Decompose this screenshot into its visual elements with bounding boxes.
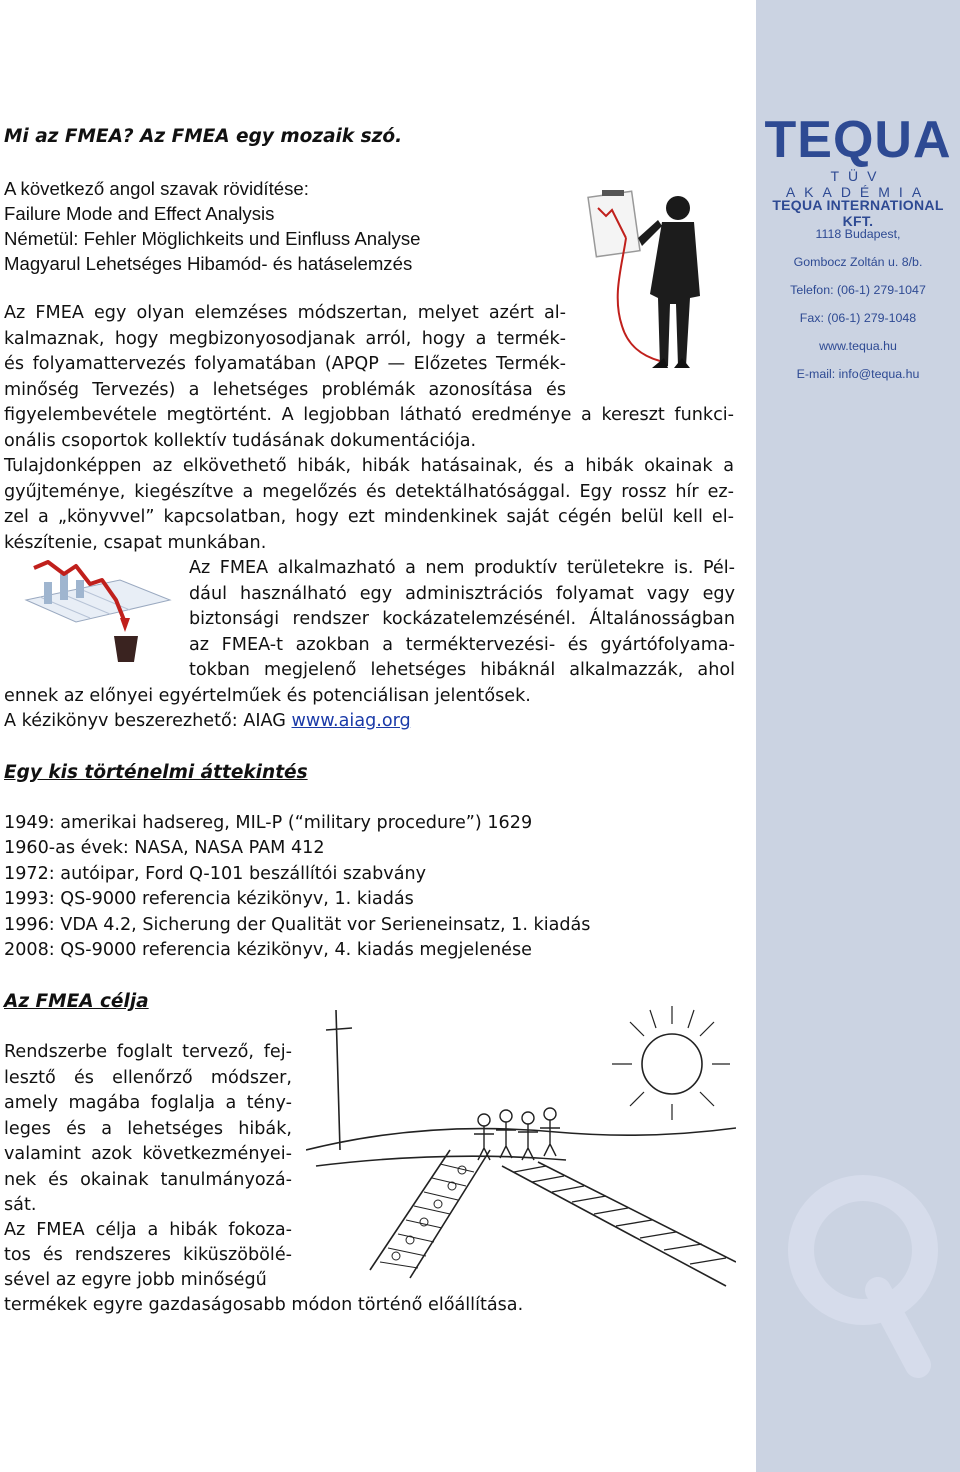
intro-line: Magyarul Lehetséges Hibamód- és hatáselemzés xyxy=(4,253,413,274)
woman-with-chart-illustration xyxy=(582,186,732,376)
company-sidebar xyxy=(756,0,960,1472)
fax-number: Fax: (06-1) 279-1048 xyxy=(799,311,917,325)
goal-line: Az FMEA célja a hibák fokoza- xyxy=(4,1220,292,1240)
handbook-label: A kézikönyv beszerezhető: AIAG xyxy=(4,711,292,731)
paragraph-line: onális csoportok kollektív tudásának dokumentációja. xyxy=(4,431,477,451)
goal-line: valamint azok következményei- xyxy=(4,1144,292,1164)
history-item: 1996: VDA 4.2, Sicherung der Qualität vor Serieneinsatz, 1. kiadás xyxy=(4,915,591,935)
goal-line: tos és rendszeres kiküszöbölé- xyxy=(4,1245,292,1265)
aiag-link[interactable]: www.aiag.org xyxy=(291,711,411,731)
address-line-2: Gombocz Zoltán u. 8/b. xyxy=(793,255,923,269)
heading-history: Egy kis történelmi áttekintés xyxy=(4,762,308,783)
paragraph-line: zel a „könyvvel” kapcsolatban, hogy ezt mindenkinek saját cégén belül kell el- xyxy=(4,507,734,527)
paragraph-line: tokban megjelenő lehetséges hibáknál alkalmazzák, ahol xyxy=(189,660,735,680)
intro-line: Németül: Fehler Möglichkeits und Einfluss Analyse xyxy=(4,228,421,249)
paragraph-line: készítenie, csapat munkában. xyxy=(4,533,267,553)
goal-line: nek és okainak tanulmányozá- xyxy=(4,1170,292,1190)
heading-fmea-goal: Az FMEA célja xyxy=(4,991,149,1012)
paragraph-line: Az FMEA egy olyan elemzéses módszertan, melyet azért al- xyxy=(4,303,566,323)
paragraph-line: figyelembevétele megtörtént. A legjobban látható eredménye a kereszt funkci- xyxy=(4,405,734,425)
history-item: 1960-as évek: NASA, NASA PAM 412 xyxy=(4,838,325,858)
paragraph-line: minőség Tervezés) a lehetséges problémák azonosítása és xyxy=(4,380,566,400)
intro-line: A következő angol szavak rövidítése: xyxy=(4,178,309,199)
goal-line: leges és a lehetséges hibák, xyxy=(4,1119,292,1139)
phone-number: Telefon: (06-1) 279-1047 xyxy=(790,283,926,297)
goal-line: Rendszerbe foglalt tervező, fej- xyxy=(4,1042,292,1062)
paragraph-line: ennek az előnyei egyértelműek és potenciálisan jelentősek. xyxy=(4,686,531,706)
goal-line: sát. xyxy=(4,1195,37,1215)
goal-line: lesztő és ellenőrző módszer, xyxy=(4,1068,292,1088)
paragraph-line: biztonsági rendszer kockázatelemzésénél. Általánosságban xyxy=(189,609,735,629)
falling-chart-illustration xyxy=(20,560,180,670)
address-line-1: 1118 Budapest, xyxy=(815,227,901,241)
logo-subtitle: TÜV AKADÉMIA xyxy=(785,168,931,200)
handbook-line xyxy=(4,709,411,735)
paragraph-line: gyűjteménye, kiegészítve a megelőzés és detektálhatósággal. Egy rossz hír ez- xyxy=(4,482,734,502)
paragraph-line: az FMEA-t azokban a terméktervezési- és gyártófolyama- xyxy=(189,635,735,655)
tequa-logo: TEQUA xyxy=(764,111,952,169)
watermark-q-icon xyxy=(778,1140,948,1380)
website-link[interactable]: www.tequa.hu xyxy=(819,339,897,353)
goal-line: sével az egyre jobb minőségű xyxy=(4,1270,267,1290)
paragraph-line: dául használható egy adminisztrációs folyamat vagy egy xyxy=(189,584,735,604)
goal-line: termékek egyre gazdaságosabb módon történő előállítása. xyxy=(4,1295,524,1315)
intro-line: Failure Mode and Effect Analysis xyxy=(4,203,275,224)
goal-line: amely magába foglalja a tény- xyxy=(4,1093,292,1113)
paragraph-line: Tulajdonképpen az elkövethető hibák, hibák hatásainak, és a hibák okainak a xyxy=(4,456,734,476)
paragraph-line: Az FMEA alkalmazható a nem produktív területekre is. Pél- xyxy=(189,558,735,578)
history-item: 2008: QS-9000 referencia kézikönyv, 4. kiadás megjelenése xyxy=(4,940,532,960)
paragraph-line: és folyamattervezés folyamatában (APQP — Előzetes Termék- xyxy=(4,354,566,374)
company-name: TEQUA INTERNATIONAL KFT. xyxy=(772,197,944,229)
email-link[interactable]: E-mail: info@tequa.hu xyxy=(796,367,920,381)
history-item: 1972: autóipar, Ford Q-101 beszállítói szabvány xyxy=(4,864,427,884)
railway-cartoon-illustration xyxy=(306,1000,736,1288)
history-item: 1993: QS-9000 referencia kézikönyv, 1. kiadás xyxy=(4,889,414,909)
history-item: 1949: amerikai hadsereg, MIL-P (“military procedure”) 1629 xyxy=(4,813,533,833)
paragraph-line: kalmaznak, hogy megbizonyosodjanak arról, hogy a termék- xyxy=(4,329,566,349)
heading-what-is-fmea: Mi az FMEA? Az FMEA egy mozaik szó. xyxy=(4,126,403,147)
